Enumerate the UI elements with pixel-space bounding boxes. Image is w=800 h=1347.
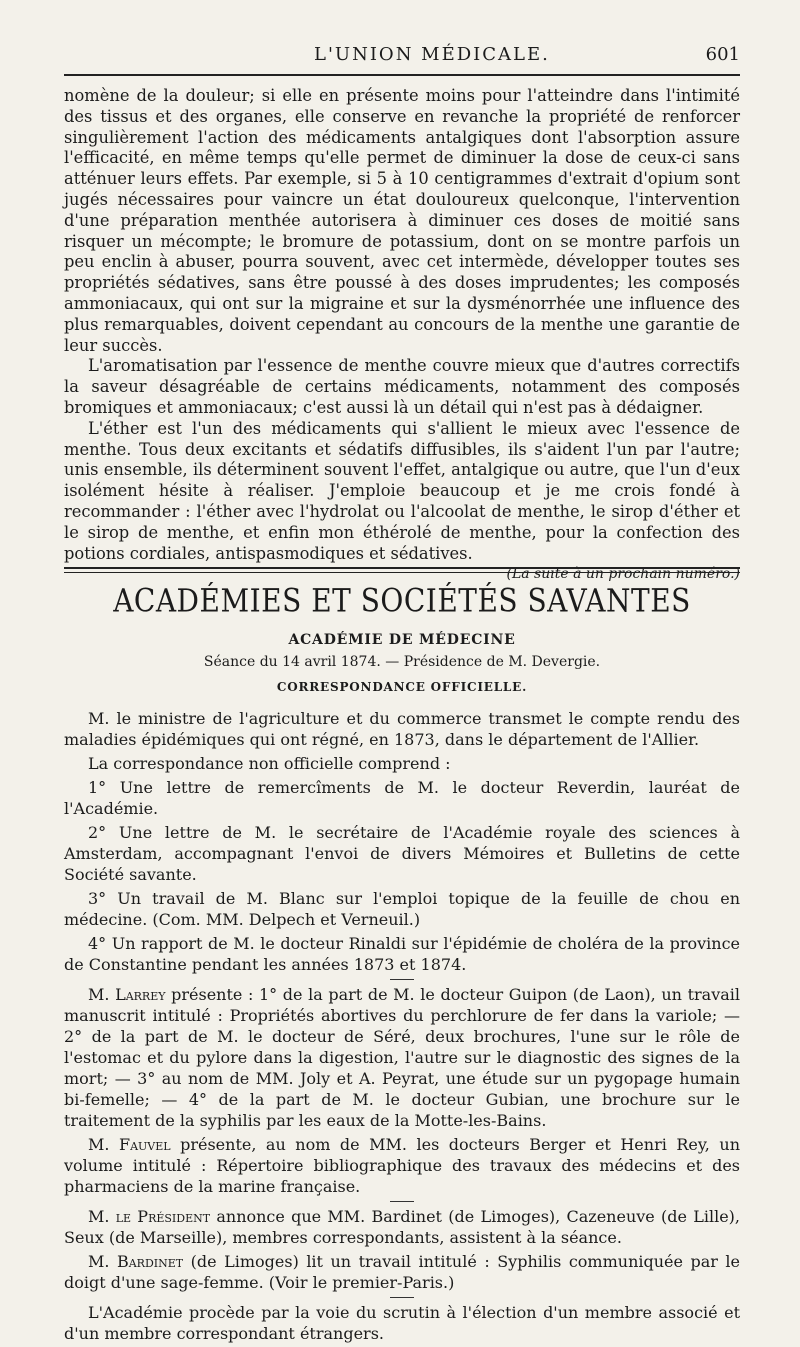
header-rule [64, 74, 740, 76]
session-line: Séance du 14 avril 1874. — Présidence de M. Devergie. [203, 654, 601, 670]
separator [390, 979, 414, 980]
paragraph: 2° Une lettre de M. le secrétaire de l'Académie royale des sciences à Amsterdam, accompagnant l'envoi de divers Mémoires et Bulletins de cette Société savante. [64, 823, 740, 884]
speaker-name: M. Larrey [88, 985, 166, 1004]
correspondence-heading: CORRESPONDANCE OFFICIELLE. [276, 680, 528, 694]
section-rule-top [64, 567, 740, 569]
speaker-name: M. Bardinet [88, 1252, 184, 1271]
paragraph-text: présente : 1° de la part de M. le docteur Guipon (de Laon), un travail manuscrit intitulé : Propriétés abortives du perchlorure de fer dans la variole; — 2° de la part de M. le docteur de Séré, deux brochures, l'une sur le rôle de l'estomac et du pylore dans la digestion, l'autre sur le diagnostic des signes de la mort; — 3° au nom de MM. Joly et A. Peyrat, une étude sur un pygopage humain bi-femelle; — 4° de la part de M. le docteur Gubian, une brochure sur le traitement de la syphilis par les eaux de la Motte-les-Bains. [64, 985, 741, 1130]
paragraph: La correspondance non officielle comprend : [88, 754, 451, 773]
speaker-name: M. le Président [88, 1207, 211, 1226]
paragraph: L'éther est l'un des médicaments qui s'allient le mieux avec l'essence de menthe. Tous deux excitants et sédatifs diffusibles, ils s'aident l'un par l'autre; unis ensemble, ils déterminent souvent l'effet, antalgique ou autre, que l'un d'eux isolément hésite à réaliser. J'emploie beaucoup et je me crois fondé à recommander : l'éther avec l'hydrolat ou l'alcoolat de menthe, le sirop d'éther et le sirop de menthe, et enfin mon éthérolé de menthe, pour la confection des potions cordiales, antispasmodiques et sédatives. [64, 418, 740, 563]
paragraph [64, 1251, 740, 1293]
page-number: 601 [705, 44, 740, 65]
paragraph: L'aromatisation par l'essence de menthe couvre mieux que d'autres correctifs la saveur désagréable de certains médicaments, notamment des composés bromiques et ammoniacaux; c'est aussi là un détail qui n'est pas à dédaigner. [64, 356, 740, 417]
paragraph-text: (de Limoges) lit un travail intitulé : Syphilis communiquée par le doigt d'une sage-femme. (Voir le premier-Paris.) [64, 1252, 740, 1292]
section-rule-bottom [64, 572, 740, 573]
paragraph [64, 984, 740, 1131]
paragraph: 3° Un travail de M. Blanc sur l'emploi topique de la feuille de chou en médecine. (Com. MM. Delpech et Verneuil.) [64, 889, 740, 929]
minutes-body [64, 708, 740, 1347]
separator [390, 1201, 414, 1202]
paragraph-text: présente, au nom de MM. les docteurs Berger et Henri Rey, un volume intitulé : Répertoire bibliographique des travaux des médecins et des pharmaciens de la marine française. [64, 1135, 740, 1196]
paragraph-text: annonce que MM. Bardinet (de Limoges), Cazeneuve (de Lille), Seux (de Marseille), membres correspondants, assistent à la séance. [64, 1207, 740, 1247]
paragraph: L'Académie procède par la voie du scrutin à l'élection d'un membre associé et d'un membre correspondant étrangers. [64, 1303, 740, 1343]
paragraph [64, 1134, 740, 1197]
paragraph: 4° Un rapport de M. le docteur Rinaldi sur l'épidémie de choléra de la province de Constantine pendant les années 1873 et 1874. [64, 934, 740, 974]
academy-heading: ACADÉMIE DE MÉDECINE [288, 632, 516, 648]
journal-title: L'UNION MÉDICALE. [314, 44, 550, 65]
paragraph: nomène de la douleur; si elle en présente moins pour l'atteindre dans l'intimité des tissus et des organes, elle conserve en revanche la propriété de renforcer singulièrement l'action des médicaments antalgiques dont l'absorption assure l'efficacité, en même temps qu'elle permet de diminuer la dose de ceux-ci sans atténuer leurs effets. Par exemple, si 5 à 10 centigrammes d'extrait d'opium sont jugés nécessaires pour vaincre un état douloureux quelconque, l'intervention d'une préparation menthée autorisera à diminuer ces doses de moitié sans risquer un mécompte; le bromure de potassium, dont on se montre parfois un peu enclin à abuser, pourra souvent, avec cet intermède, développer toutes ses propriétés sédatives, sans être poussé à des doses imprudentes; les composés ammoniacaux, qui ont sur la migraine et sur la dysménorrhée une influence des plus remarquables, doivent cependant au concours de la menthe une garantie de leur succès. [64, 86, 740, 355]
paragraph: M. le ministre de l'agriculture et du commerce transmet le compte rendu des maladies épidémiques qui ont régné, en 1873, dans le département de l'Allier. [64, 709, 740, 749]
paragraph: 1° Une lettre de remercîments de M. le docteur Reverdin, lauréat de l'Académie. [64, 778, 740, 818]
paragraph [64, 1206, 740, 1248]
continuation-note: (La suite à un prochain numéro.) [506, 566, 740, 583]
separator [390, 1297, 414, 1298]
article-body [64, 86, 740, 585]
section-title: ACADÉMIES ET SOCIÉTÉS SAVANTES [113, 581, 691, 620]
page-header [64, 44, 740, 74]
speaker-name: M. Fauvel [88, 1135, 171, 1154]
